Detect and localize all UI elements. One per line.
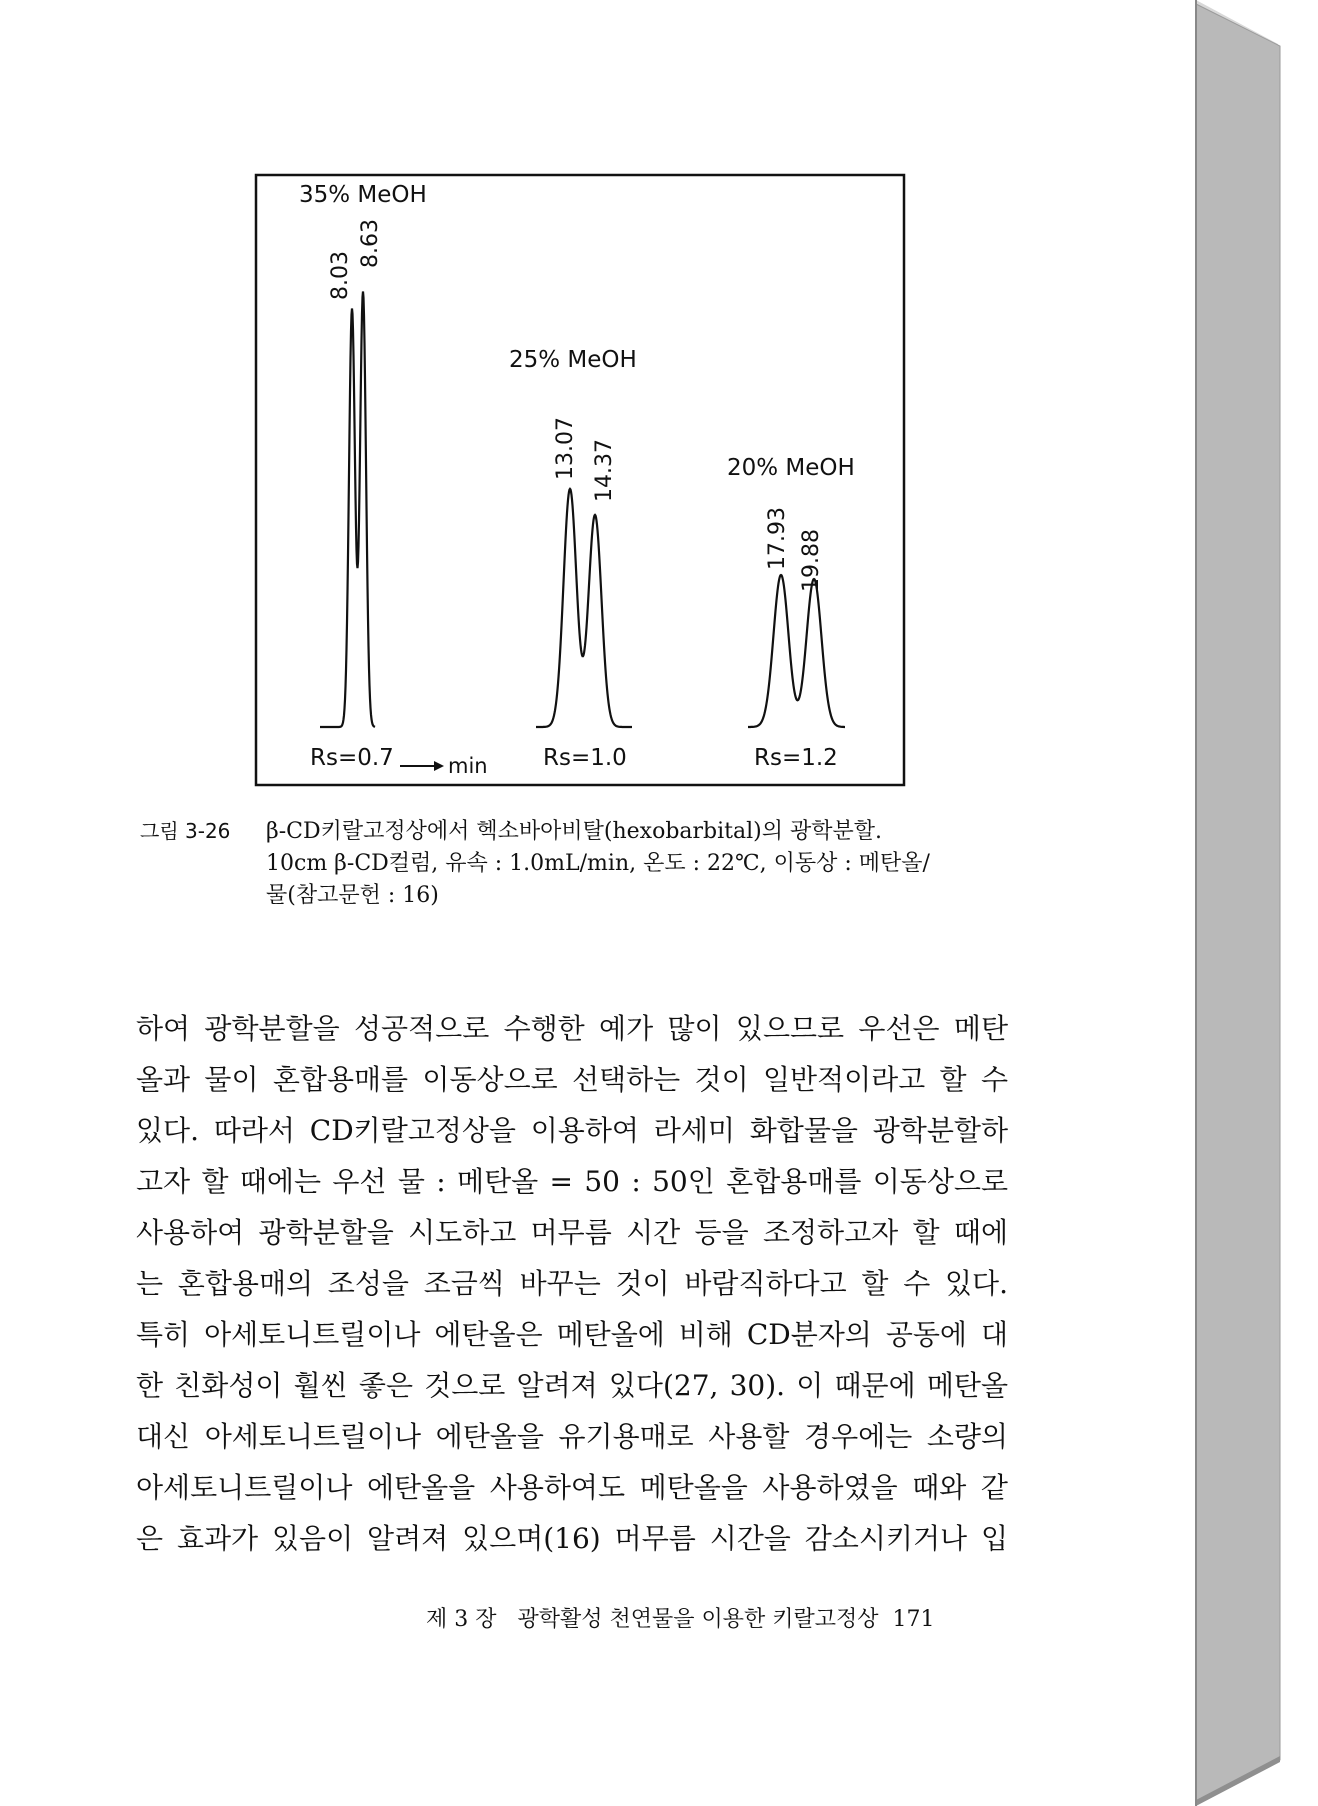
- footer-chapter: 제 3 장: [426, 1607, 497, 1632]
- body-line: 한 친화성이 훨씬 좋은 것으로 알려져 있다(27, 30). 이 때문에 메탄올: [136, 1369, 1008, 1402]
- body-line: 하여 광학분할을 성공적으로 수행한 예가 많이 있으므로 우선은 메탄: [136, 1012, 1008, 1045]
- body-line: 특히 아세토니트릴이나 에탄올은 메탄올에 비해 CD분자의 공동에 대: [136, 1318, 1008, 1351]
- body-line: 고자 할 때에는 우선 물 : 메탄올 = 50 : 50인 혼합용매를 이동상으로: [136, 1165, 1008, 1198]
- body-line: 은 효과가 있음이 알려져 있으며(16) 머무름 시간을 감소시키거나 입: [136, 1522, 1008, 1555]
- body-line: 사용하여 광학분할을 시도하고 머무름 시간 등을 조정하고자 할 때에: [136, 1216, 1008, 1249]
- panel-title-35: 35% MeOH: [299, 182, 427, 208]
- caption-line-3: 물(참고문헌 : 16): [266, 883, 439, 908]
- body-line: 있다. 따라서 CD키랄고정상을 이용하여 라세미 화합물을 광학분할하: [136, 1114, 1008, 1147]
- panel-title-20: 20% MeOH: [727, 455, 855, 481]
- peak-label-14-37: 14.37: [592, 439, 617, 502]
- peak-label-8-03: 8.03: [328, 251, 353, 300]
- peak-label-13-07: 13.07: [553, 417, 578, 480]
- time-unit-label: min: [448, 754, 488, 778]
- caption-number: 그림 3-26: [140, 819, 231, 843]
- panel-title-25: 25% MeOH: [509, 347, 637, 373]
- body-line: 는 혼합용매의 조성을 조금씩 바꾸는 것이 바람직하다고 할 수 있다.: [136, 1267, 1008, 1300]
- peak-label-19-88: 19.88: [799, 529, 824, 592]
- body-line: 아세토니트릴이나 에탄올을 사용하여도 메탄올을 사용하였을 때와 같: [136, 1471, 1008, 1504]
- footer-page-number: 171: [892, 1607, 935, 1632]
- body-line: 대신 아세토니트릴이나 에탄올을 유기용매로 사용할 경우에는 소량의: [136, 1420, 1008, 1453]
- body-line: 올과 물이 혼합용매를 이동상으로 선택하는 것이 일반적이라고 할 수: [136, 1063, 1008, 1096]
- caption-line-2: 10cm β-CD컬럼, 유속 : 1.0mL/min, 온도 : 22℃, 이동상 : 메탄올/: [266, 851, 930, 876]
- body-text: [136, 1003, 1008, 1564]
- caption-line-1: [140, 815, 1020, 848]
- resolution-label-3: Rs=1.2: [754, 745, 838, 771]
- page-footer: [426, 1602, 935, 1633]
- peak-label-17-93: 17.93: [765, 507, 790, 570]
- caption-text-1: β-CD키랄고정상에서 헥소바아비탈(hexobarbital)의 광학분할.: [266, 819, 882, 844]
- peak-label-8-63: 8.63: [358, 219, 383, 268]
- footer-title: 광학활성 천연물을 이용한 키랄고정상: [517, 1607, 879, 1632]
- figure-caption: [140, 815, 1020, 912]
- resolution-label-2: Rs=1.0: [543, 745, 627, 771]
- resolution-label-1: Rs=0.7: [310, 745, 394, 771]
